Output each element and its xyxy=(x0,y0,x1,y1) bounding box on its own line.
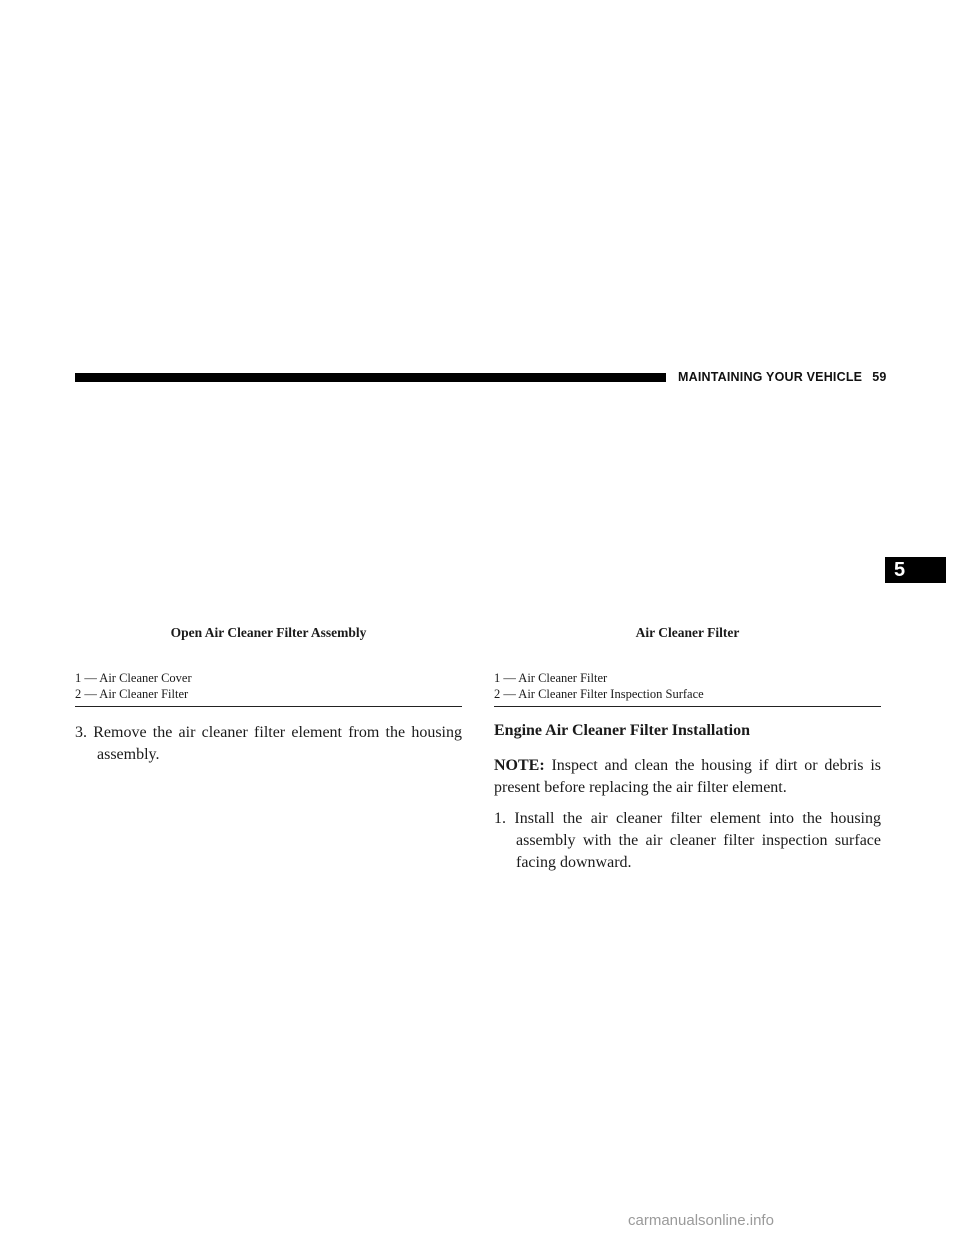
figure-title-right: Air Cleaner Filter xyxy=(635,625,740,640)
watermark: carmanualsonline.info xyxy=(628,1212,774,1229)
section-heading: Engine Air Cleaner Filter Installation xyxy=(494,722,751,739)
step-1: 1. Install the air cleaner filter element into the housing assembly with the air cleaner filter inspection surface facing downward. xyxy=(494,810,881,871)
chapter-tab: 5 xyxy=(885,557,946,583)
legend-item: 2 — Air Cleaner Filter Inspection Surface xyxy=(494,687,704,701)
note-paragraph xyxy=(494,755,881,799)
note-text: Inspect and clean the housing if dirt or debris is present before replacing the air filter element. xyxy=(494,757,881,796)
note-label: NOTE: xyxy=(494,757,545,774)
figure-legend-left xyxy=(75,670,462,707)
figure-legend-right xyxy=(494,670,881,707)
page-number: 59 xyxy=(872,370,887,384)
legend-item: 2 — Air Cleaner Filter xyxy=(75,687,189,701)
step-3: 3. Remove the air cleaner filter element from the housing assembly. xyxy=(75,724,462,763)
section-title: MAINTAINING YOUR VEHICLE xyxy=(678,370,863,384)
header-rule xyxy=(75,373,666,382)
running-header xyxy=(678,370,887,384)
legend-item: 1 — Air Cleaner Filter xyxy=(494,671,608,685)
legend-item: 1 — Air Cleaner Cover xyxy=(75,671,192,685)
figure-title-left: Open Air Cleaner Filter Assembly xyxy=(170,625,367,640)
